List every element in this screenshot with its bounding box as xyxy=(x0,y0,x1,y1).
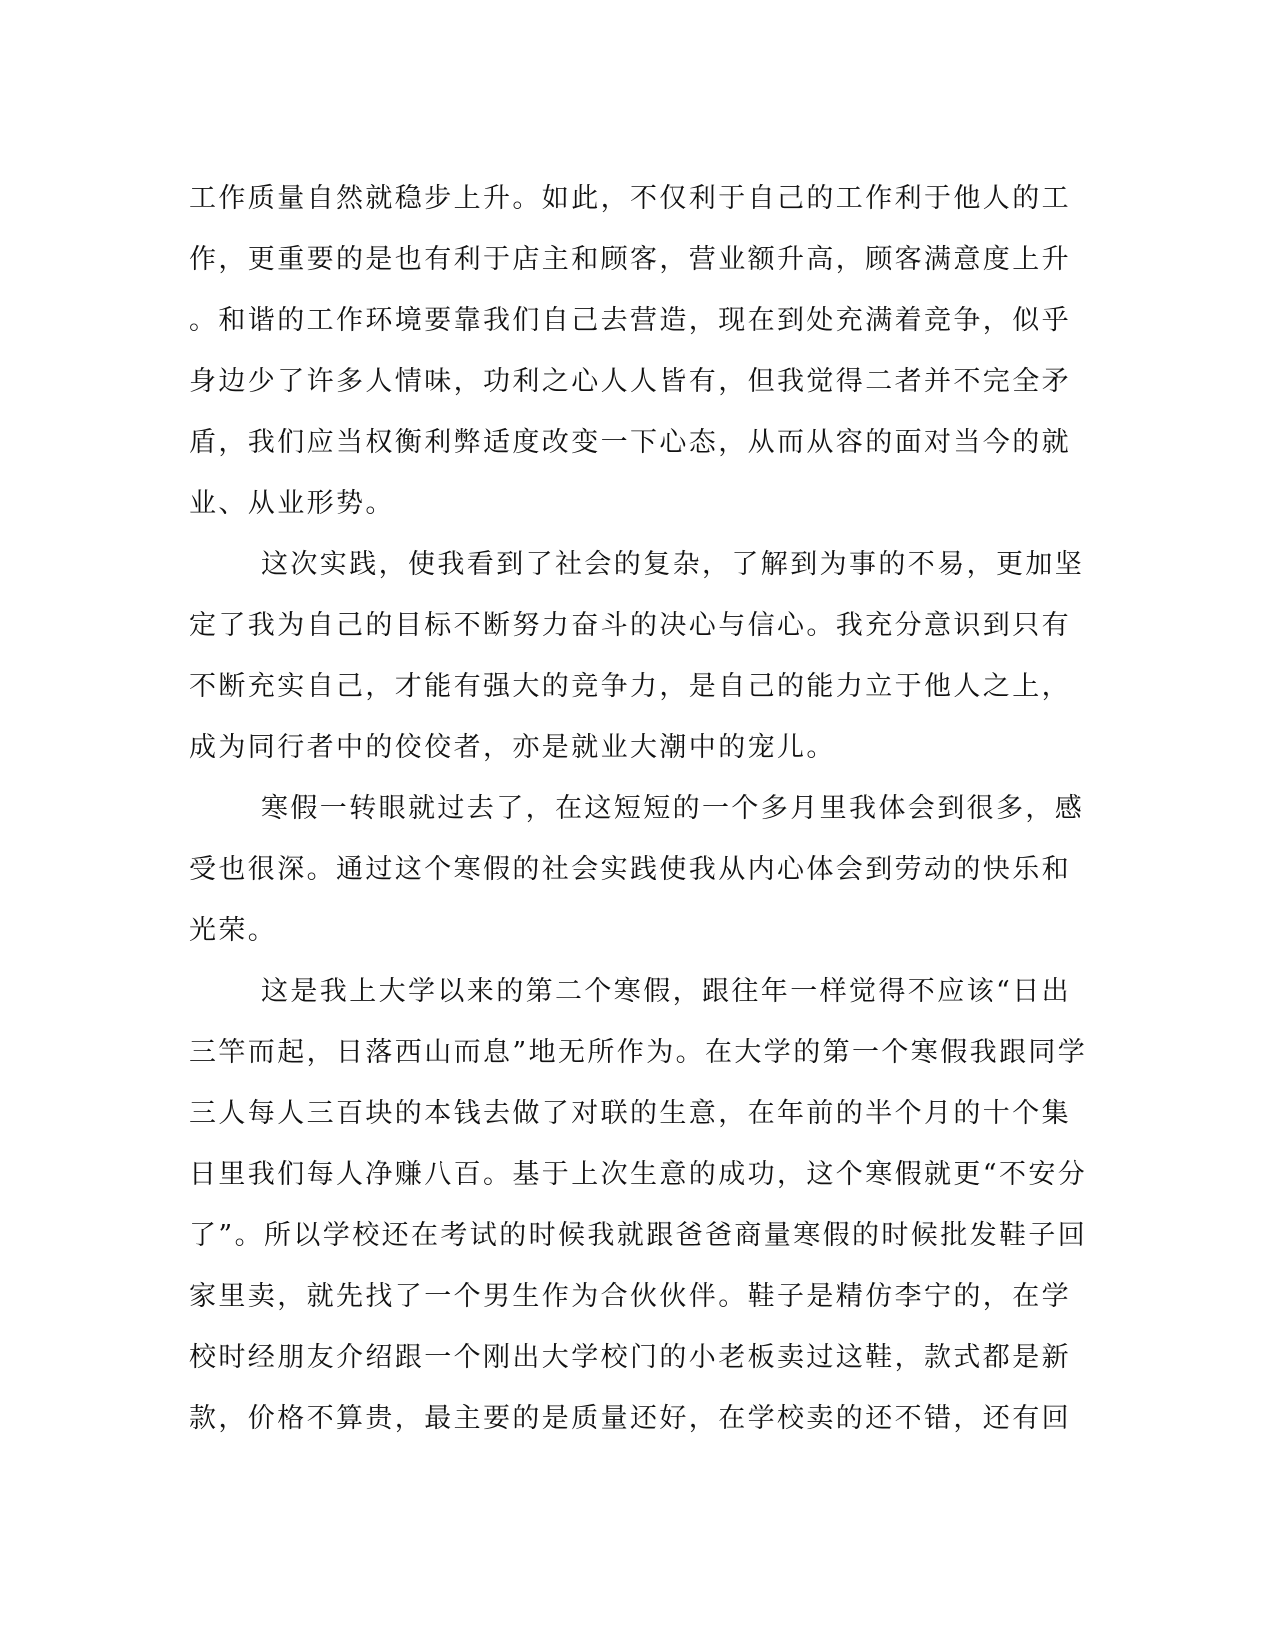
text-line: 作，更重要的是也有利于店主和顾客，营业额升高，顾客满意度上升 xyxy=(189,244,1071,275)
text-line: 业、从业形势。 xyxy=(189,488,395,519)
text-line: 成为同行者中的佼佼者，亦是就业大潮中的宠儿。 xyxy=(189,732,836,763)
body-text xyxy=(189,168,1089,1449)
text-line: 校时经朋友介绍跟一个刚出大学校门的小老板卖过这鞋，款式都是新 xyxy=(189,1342,1071,1373)
text-line: 寒假一转眼就过去了，在这短短的一个多月里我体会到很多，感 xyxy=(261,793,1085,824)
text-line: 家里卖，就先找了一个男生作为合伙伙伴。鞋子是精仿李宁的，在学 xyxy=(189,1281,1071,1312)
text-line: 这次实践，使我看到了社会的复杂，了解到为事的不易，更加坚 xyxy=(261,549,1085,580)
text-line: 这是我上大学以来的第二个寒假，跟往年一样觉得不应该“日出 xyxy=(261,976,1072,1007)
text-line: 盾，我们应当权衡利弊适度改变一下心态，从而从容的面对当今的就 xyxy=(189,427,1071,458)
text-line: 款，价格不算贵，最主要的是质量还好，在学校卖的还不错，还有回 xyxy=(189,1403,1071,1434)
text-line: 定了我为自己的目标不断努力奋斗的决心与信心。我充分意识到只有 xyxy=(189,610,1071,641)
text-line: 了”。所以学校还在考试的时候我就跟爸爸商量寒假的时候批发鞋子回 xyxy=(189,1220,1088,1251)
text-line: 受也很深。通过这个寒假的社会实践使我从内心体会到劳动的快乐和 xyxy=(189,854,1071,885)
text-line: 不断充实自己，才能有强大的竞争力，是自己的能力立于他人之上， xyxy=(189,671,1071,702)
text-line: 日里我们每人净赚八百。基于上次生意的成功，这个寒假就更“不安分 xyxy=(189,1159,1088,1190)
text-line: 光荣。 xyxy=(189,915,278,946)
text-line: 工作质量自然就稳步上升。如此，不仅利于自己的工作利于他人的工 xyxy=(189,183,1071,214)
text-line: 三人每人三百块的本钱去做了对联的生意，在年前的半个月的十个集 xyxy=(189,1098,1071,1129)
text-line: 身边少了许多人情味，功利之心人人皆有，但我觉得二者并不完全矛 xyxy=(189,366,1071,397)
text-line: 。和谐的工作环境要靠我们自己去营造，现在到处充满着竞争，似乎 xyxy=(189,305,1071,336)
text-line: 三竿而起，日落西山而息”地无所作为。在大学的第一个寒假我跟同学 xyxy=(189,1037,1088,1068)
